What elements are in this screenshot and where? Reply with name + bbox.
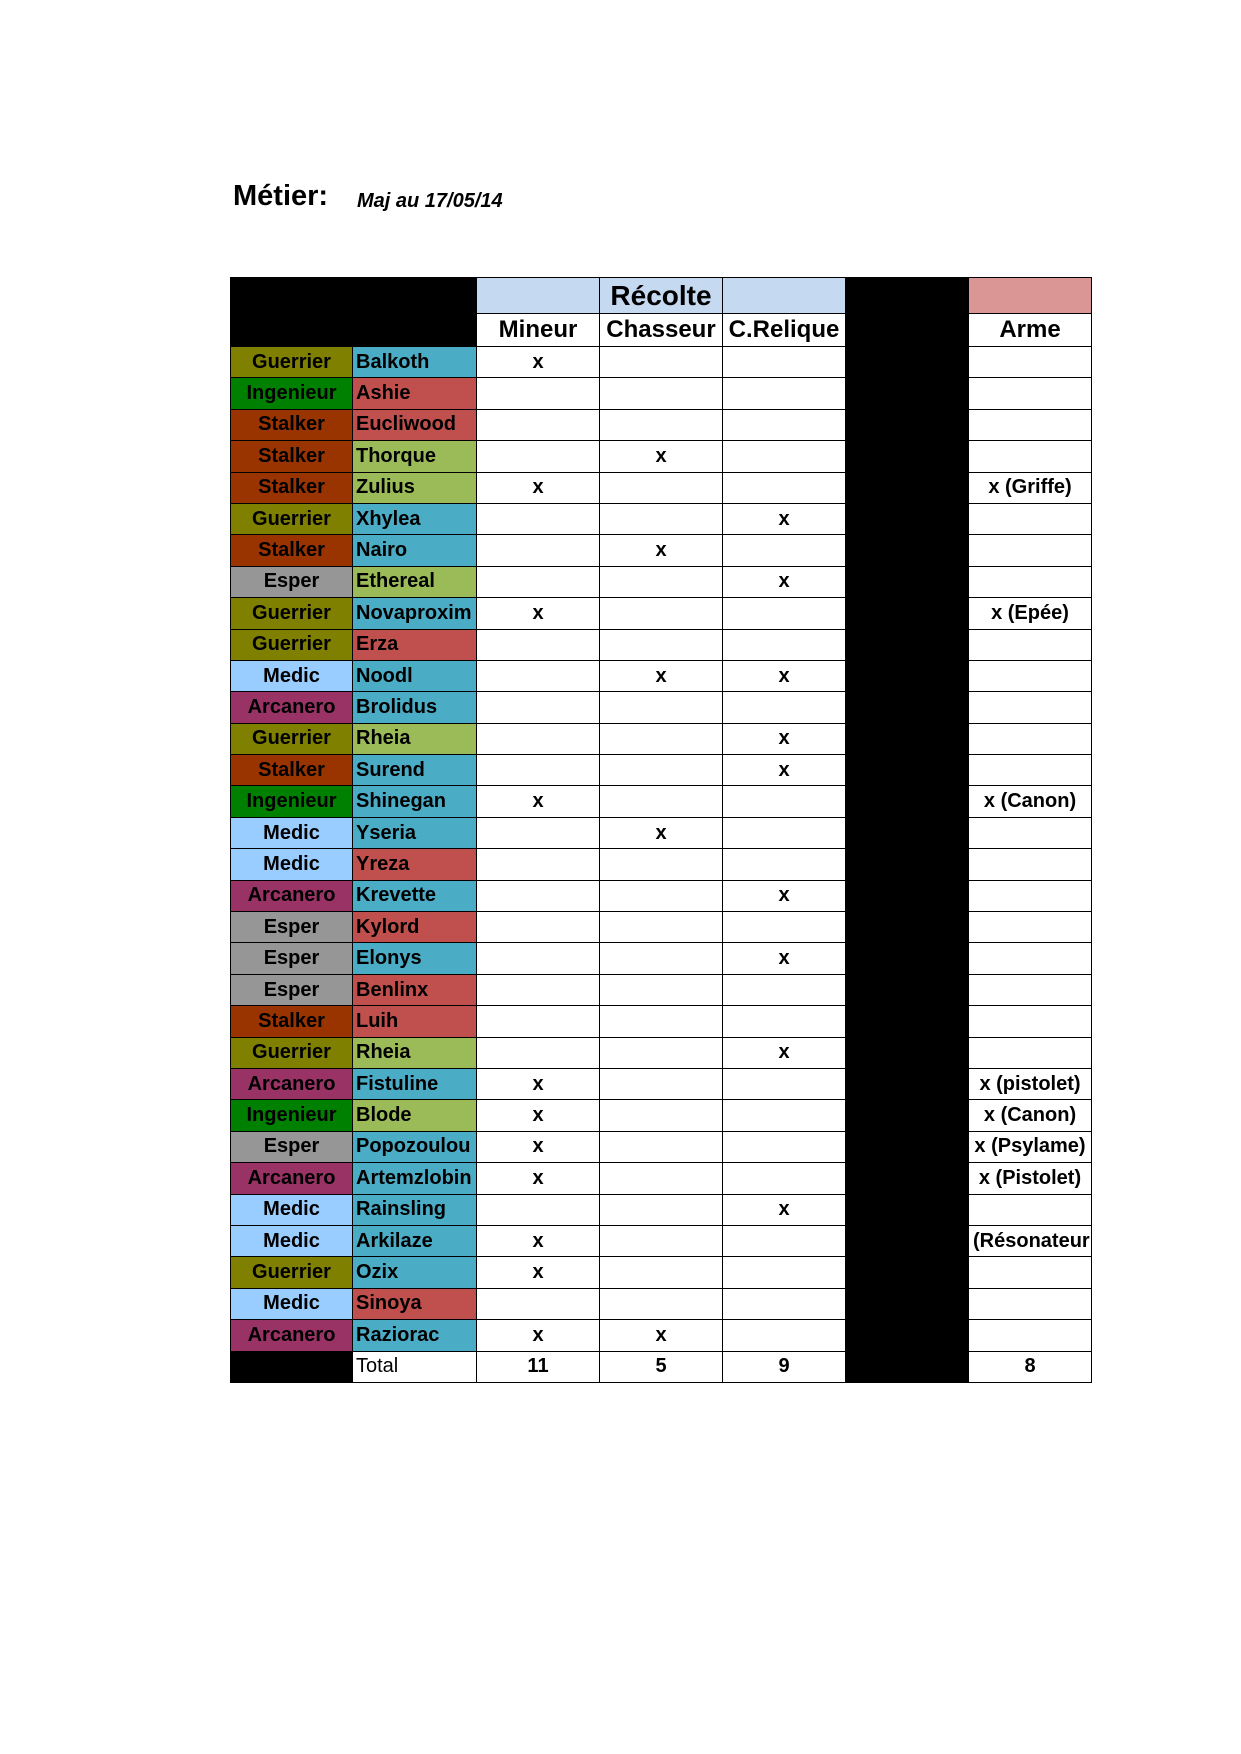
character-name-cell: Benlinx <box>353 974 477 1005</box>
character-name-cell: Arkilaze <box>353 1225 477 1256</box>
mineur-cell <box>477 849 600 880</box>
arme-cell <box>969 660 1092 691</box>
character-name-cell: Ethereal <box>353 566 477 597</box>
table-row <box>231 1163 1092 1194</box>
character-name-cell: Shinegan <box>353 786 477 817</box>
table-row <box>231 566 1092 597</box>
arme-cell <box>969 1194 1092 1225</box>
table-row <box>231 1288 1092 1319</box>
chasseur-cell <box>600 472 723 503</box>
character-name-cell: Popozoulou <box>353 1131 477 1162</box>
class-cell: Arcanero <box>231 1320 353 1351</box>
character-name-cell: Luih <box>353 1006 477 1037</box>
chasseur-cell <box>600 629 723 660</box>
mineur-cell: x <box>477 598 600 629</box>
character-name-cell: Nairo <box>353 535 477 566</box>
black-spacer-cell <box>846 472 969 503</box>
arme-cell <box>969 1006 1092 1037</box>
relique-cell: x <box>723 1037 846 1068</box>
arme-cell <box>969 409 1092 440</box>
class-cell: Arcanero <box>231 1068 353 1099</box>
mineur-cell <box>477 1288 600 1319</box>
chasseur-cell <box>600 409 723 440</box>
relique-cell <box>723 974 846 1005</box>
chasseur-cell <box>600 1037 723 1068</box>
total-mineur: 11 <box>477 1351 600 1382</box>
table-row <box>231 629 1092 660</box>
mineur-cell <box>477 441 600 472</box>
table-row <box>231 880 1092 911</box>
character-name-cell: Brolidus <box>353 692 477 723</box>
table-row <box>231 849 1092 880</box>
character-name-cell: Surend <box>353 755 477 786</box>
col-header-relique: C.Relique <box>723 314 846 347</box>
class-cell: Arcanero <box>231 692 353 723</box>
total-black-cell <box>231 1351 353 1382</box>
table-row <box>231 1225 1092 1256</box>
table-row <box>231 1037 1092 1068</box>
profession-table <box>230 277 1092 1383</box>
black-spacer-cell <box>846 1037 969 1068</box>
table-row <box>231 660 1092 691</box>
class-cell: Stalker <box>231 441 353 472</box>
table-row <box>231 1320 1092 1351</box>
mineur-cell <box>477 566 600 597</box>
black-spacer-cell <box>846 880 969 911</box>
update-date: Maj au 17/05/14 <box>357 190 503 212</box>
class-cell: Stalker <box>231 755 353 786</box>
black-spacer-cell <box>846 817 969 848</box>
header-group-spacer <box>477 278 600 314</box>
class-cell: Stalker <box>231 1006 353 1037</box>
total-arme: 8 <box>969 1351 1092 1382</box>
character-name-cell: Rainsling <box>353 1194 477 1225</box>
table-row <box>231 755 1092 786</box>
mineur-cell: x <box>477 1320 600 1351</box>
arme-cell <box>969 912 1092 943</box>
chasseur-cell <box>600 598 723 629</box>
relique-cell <box>723 378 846 409</box>
relique-cell <box>723 629 846 660</box>
relique-cell: x <box>723 723 846 754</box>
black-spacer-cell <box>846 598 969 629</box>
arme-cell <box>969 849 1092 880</box>
table-row <box>231 786 1092 817</box>
class-cell: Ingenieur <box>231 786 353 817</box>
table-row <box>231 472 1092 503</box>
chasseur-cell <box>600 692 723 723</box>
chasseur-cell: x <box>600 1320 723 1351</box>
table-row <box>231 1194 1092 1225</box>
mineur-cell: x <box>477 786 600 817</box>
relique-cell <box>723 1131 846 1162</box>
black-spacer-cell <box>846 1288 969 1319</box>
arme-cell <box>969 974 1092 1005</box>
character-name-cell: Yreza <box>353 849 477 880</box>
character-name-cell: Rheia <box>353 1037 477 1068</box>
arme-cell <box>969 723 1092 754</box>
black-spacer-cell <box>846 378 969 409</box>
arme-cell <box>969 378 1092 409</box>
mineur-cell: x <box>477 472 600 503</box>
black-spacer-cell <box>846 943 969 974</box>
class-cell: Stalker <box>231 409 353 440</box>
header-black-cell <box>846 278 969 314</box>
table-row <box>231 1068 1092 1099</box>
black-spacer-cell <box>846 723 969 754</box>
relique-cell <box>723 1288 846 1319</box>
arme-cell: x (Griffe) <box>969 472 1092 503</box>
chasseur-cell <box>600 1006 723 1037</box>
class-cell: Medic <box>231 1225 353 1256</box>
mineur-cell <box>477 503 600 534</box>
relique-cell: x <box>723 755 846 786</box>
table-row <box>231 723 1092 754</box>
class-cell: Esper <box>231 974 353 1005</box>
chasseur-cell <box>600 1194 723 1225</box>
arme-cell <box>969 1320 1092 1351</box>
arme-cell <box>969 880 1092 911</box>
chasseur-cell: x <box>600 441 723 472</box>
table-row <box>231 912 1092 943</box>
table-row <box>231 1006 1092 1037</box>
mineur-cell <box>477 1194 600 1225</box>
mineur-cell: x <box>477 1131 600 1162</box>
header-group-spacer <box>723 278 846 314</box>
chasseur-cell <box>600 943 723 974</box>
black-spacer-cell <box>846 566 969 597</box>
relique-cell <box>723 786 846 817</box>
arme-cell <box>969 535 1092 566</box>
chasseur-cell <box>600 786 723 817</box>
mineur-cell <box>477 755 600 786</box>
relique-cell: x <box>723 880 846 911</box>
arme-cell <box>969 629 1092 660</box>
chasseur-cell <box>600 880 723 911</box>
black-spacer-cell <box>846 660 969 691</box>
character-name-cell: Ozix <box>353 1257 477 1288</box>
relique-cell <box>723 1257 846 1288</box>
class-cell: Esper <box>231 566 353 597</box>
arme-cell <box>969 1037 1092 1068</box>
arme-cell <box>969 1257 1092 1288</box>
table-row <box>231 1100 1092 1131</box>
table-row <box>231 598 1092 629</box>
arme-cell <box>969 817 1092 848</box>
header-arme-group <box>969 278 1092 314</box>
relique-cell <box>723 441 846 472</box>
relique-cell <box>723 1006 846 1037</box>
black-spacer-cell <box>846 786 969 817</box>
table-row <box>231 378 1092 409</box>
relique-cell <box>723 1100 846 1131</box>
black-spacer-cell <box>846 535 969 566</box>
class-cell: Medic <box>231 817 353 848</box>
black-spacer-cell <box>846 1225 969 1256</box>
class-cell: Guerrier <box>231 629 353 660</box>
header-row-group <box>231 278 1092 314</box>
table-row <box>231 409 1092 440</box>
character-name-cell: Eucliwood <box>353 409 477 440</box>
arme-cell: x (Canon) <box>969 1100 1092 1131</box>
character-name-cell: Artemzlobin <box>353 1163 477 1194</box>
col-header-chasseur: Chasseur <box>600 314 723 347</box>
relique-cell: x <box>723 566 846 597</box>
black-spacer-cell <box>846 974 969 1005</box>
mineur-cell <box>477 409 600 440</box>
class-cell: Esper <box>231 943 353 974</box>
relique-cell <box>723 1225 846 1256</box>
character-name-cell: Kylord <box>353 912 477 943</box>
table-row <box>231 347 1092 378</box>
class-cell: Esper <box>231 1131 353 1162</box>
class-cell: Stalker <box>231 535 353 566</box>
total-relique: 9 <box>723 1351 846 1382</box>
arme-cell: x (pistolet) <box>969 1068 1092 1099</box>
mineur-cell: x <box>477 1225 600 1256</box>
black-spacer-cell <box>846 1068 969 1099</box>
mineur-cell: x <box>477 1257 600 1288</box>
black-spacer-cell <box>846 441 969 472</box>
header-black-cell <box>231 278 353 314</box>
class-cell: Medic <box>231 1288 353 1319</box>
total-chasseur: 5 <box>600 1351 723 1382</box>
class-cell: Ingenieur <box>231 1100 353 1131</box>
relique-cell <box>723 1320 846 1351</box>
arme-cell <box>969 692 1092 723</box>
class-cell: Guerrier <box>231 723 353 754</box>
class-cell: Arcanero <box>231 880 353 911</box>
black-spacer-cell <box>846 1257 969 1288</box>
chasseur-cell <box>600 723 723 754</box>
black-spacer-cell <box>846 1194 969 1225</box>
arme-cell: x (Psylame) <box>969 1131 1092 1162</box>
class-cell: Guerrier <box>231 347 353 378</box>
mineur-cell <box>477 660 600 691</box>
black-spacer-cell <box>846 692 969 723</box>
relique-cell: x <box>723 660 846 691</box>
chasseur-cell <box>600 1288 723 1319</box>
arme-cell <box>969 943 1092 974</box>
character-name-cell: Raziorac <box>353 1320 477 1351</box>
relique-cell <box>723 598 846 629</box>
black-spacer-cell <box>846 503 969 534</box>
class-cell: Medic <box>231 660 353 691</box>
mineur-cell: x <box>477 1068 600 1099</box>
col-header-arme: Arme <box>969 314 1092 347</box>
black-spacer-cell <box>846 1131 969 1162</box>
relique-cell <box>723 472 846 503</box>
table-row <box>231 441 1092 472</box>
character-name-cell: Sinoya <box>353 1288 477 1319</box>
character-name-cell: Rheia <box>353 723 477 754</box>
chasseur-cell <box>600 849 723 880</box>
header-group-recolte: Récolte <box>600 278 723 314</box>
relique-cell <box>723 347 846 378</box>
chasseur-cell <box>600 912 723 943</box>
chasseur-cell <box>600 974 723 1005</box>
relique-cell <box>723 1068 846 1099</box>
total-black-cell <box>846 1351 969 1382</box>
arme-cell <box>969 755 1092 786</box>
relique-cell: x <box>723 503 846 534</box>
mineur-cell <box>477 535 600 566</box>
class-cell: Ingenieur <box>231 378 353 409</box>
arme-cell <box>969 1288 1092 1319</box>
character-name-cell: Thorque <box>353 441 477 472</box>
black-spacer-cell <box>846 912 969 943</box>
character-name-cell: Erza <box>353 629 477 660</box>
chasseur-cell <box>600 1100 723 1131</box>
relique-cell <box>723 1163 846 1194</box>
chasseur-cell <box>600 755 723 786</box>
relique-cell <box>723 849 846 880</box>
black-spacer-cell <box>846 755 969 786</box>
class-cell: Medic <box>231 849 353 880</box>
character-name-cell: Fistuline <box>353 1068 477 1099</box>
character-name-cell: Balkoth <box>353 347 477 378</box>
mineur-cell <box>477 1037 600 1068</box>
relique-cell <box>723 535 846 566</box>
class-cell: Medic <box>231 1194 353 1225</box>
chasseur-cell <box>600 1225 723 1256</box>
class-cell: Esper <box>231 912 353 943</box>
mineur-cell <box>477 912 600 943</box>
relique-cell <box>723 409 846 440</box>
mineur-cell: x <box>477 1100 600 1131</box>
page-title: Métier: <box>233 180 329 212</box>
table-row <box>231 943 1092 974</box>
class-cell: Guerrier <box>231 503 353 534</box>
mineur-cell <box>477 817 600 848</box>
total-label: Total <box>353 1351 477 1382</box>
black-spacer-cell <box>846 1163 969 1194</box>
mineur-cell <box>477 1006 600 1037</box>
chasseur-cell <box>600 378 723 409</box>
relique-cell: x <box>723 943 846 974</box>
class-cell: Guerrier <box>231 598 353 629</box>
chasseur-cell <box>600 566 723 597</box>
total-row <box>231 1351 1092 1382</box>
black-spacer-cell <box>846 1006 969 1037</box>
mineur-cell: x <box>477 1163 600 1194</box>
mineur-cell <box>477 629 600 660</box>
character-name-cell: Yseria <box>353 817 477 848</box>
chasseur-cell: x <box>600 535 723 566</box>
black-spacer-cell <box>846 629 969 660</box>
table-row <box>231 503 1092 534</box>
mineur-cell <box>477 692 600 723</box>
arme-cell <box>969 566 1092 597</box>
header-black-cell <box>353 278 477 314</box>
arme-cell: x (Canon) <box>969 786 1092 817</box>
character-name-cell: Zulius <box>353 472 477 503</box>
arme-cell <box>969 441 1092 472</box>
table-row <box>231 817 1092 848</box>
table-row <box>231 692 1092 723</box>
mineur-cell <box>477 378 600 409</box>
header-black-cell <box>231 314 353 347</box>
table-row <box>231 1257 1092 1288</box>
black-spacer-cell <box>846 849 969 880</box>
class-cell: Stalker <box>231 472 353 503</box>
chasseur-cell <box>600 347 723 378</box>
chasseur-cell <box>600 1131 723 1162</box>
arme-cell <box>969 503 1092 534</box>
character-name-cell: Novaproxim <box>353 598 477 629</box>
chasseur-cell: x <box>600 817 723 848</box>
relique-cell: x <box>723 1194 846 1225</box>
arme-cell: x (Pistolet) <box>969 1163 1092 1194</box>
character-name-cell: Noodl <box>353 660 477 691</box>
col-header-mineur: Mineur <box>477 314 600 347</box>
class-cell: Arcanero <box>231 1163 353 1194</box>
mineur-cell <box>477 974 600 1005</box>
character-name-cell: Krevette <box>353 880 477 911</box>
header-row-columns <box>231 314 1092 347</box>
chasseur-cell: x <box>600 660 723 691</box>
arme-cell <box>969 347 1092 378</box>
chasseur-cell <box>600 1163 723 1194</box>
black-spacer-cell <box>846 347 969 378</box>
class-cell: Guerrier <box>231 1037 353 1068</box>
relique-cell <box>723 692 846 723</box>
chasseur-cell <box>600 1068 723 1099</box>
black-spacer-cell <box>846 1100 969 1131</box>
chasseur-cell <box>600 503 723 534</box>
character-name-cell: Ashie <box>353 378 477 409</box>
mineur-cell: x <box>477 347 600 378</box>
class-cell: Guerrier <box>231 1257 353 1288</box>
character-name-cell: Blode <box>353 1100 477 1131</box>
chasseur-cell <box>600 1257 723 1288</box>
mineur-cell <box>477 943 600 974</box>
mineur-cell <box>477 880 600 911</box>
black-spacer-cell <box>846 409 969 440</box>
table-row <box>231 974 1092 1005</box>
black-spacer-cell <box>846 1320 969 1351</box>
character-name-cell: Xhylea <box>353 503 477 534</box>
arme-cell: (Résonateur <box>969 1225 1092 1256</box>
character-name-cell: Elonys <box>353 943 477 974</box>
header-black-cell <box>353 314 477 347</box>
relique-cell <box>723 912 846 943</box>
table-row <box>231 535 1092 566</box>
arme-cell: x (Epée) <box>969 598 1092 629</box>
mineur-cell <box>477 723 600 754</box>
relique-cell <box>723 817 846 848</box>
table-row <box>231 1131 1092 1162</box>
header-black-cell <box>846 314 969 347</box>
